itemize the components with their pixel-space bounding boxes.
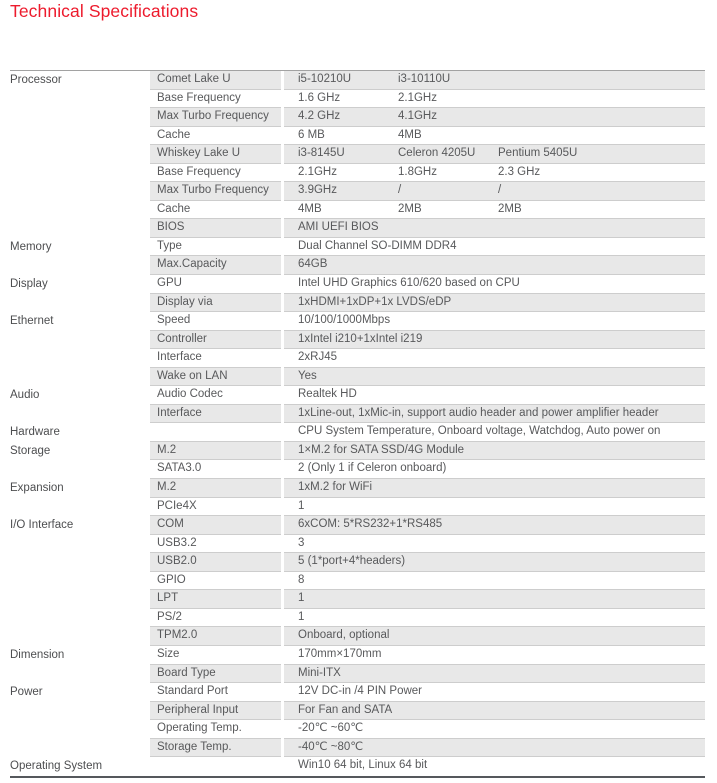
value-cell [284,331,705,350]
value-cell [284,423,705,442]
key-cell: M.2 [150,479,281,498]
value-cell [284,368,705,387]
table-row [10,516,705,535]
value-cell [284,256,705,275]
table-row [10,498,705,517]
value-text: Onboard, optional [298,629,390,642]
table-row [10,535,705,554]
table-row [10,331,705,350]
value-text: / [498,184,502,197]
value-cell [284,90,705,109]
value-cell [284,702,705,721]
value-text: 4.2 GHz [298,110,341,123]
table-row [10,368,705,387]
value-text: / [398,184,402,197]
key-cell: Max Turbo Frequency [150,108,281,127]
value-text: 2MB [498,202,522,215]
value-text: 5 (1*port+4*headers) [298,555,406,568]
table-row [10,294,705,313]
category-cell [10,182,150,201]
key-cell: Base Frequency [150,164,281,183]
key-cell: Cache [150,201,281,220]
key-cell: GPIO [150,572,281,591]
value-text: Mini-ITX [298,666,341,679]
value-cell [284,349,705,368]
value-text: Pentium 5405U [498,147,578,160]
category-cell [10,405,150,424]
category-cell: Expansion [10,479,150,498]
value-text: -20℃ ~60℃ [298,722,364,735]
spec-table [10,70,705,778]
table-row [10,442,705,461]
value-text: 6xCOM: 5*RS232+1*RS485 [298,518,443,531]
value-cell [284,627,705,646]
value-text: i5-10210U [298,73,352,85]
table-row [10,590,705,609]
table-row [10,479,705,498]
value-text: CPU System Temperature, Onboard voltage, Watchdog, Auto power on [298,425,661,438]
value-text: 2MB [398,202,422,215]
key-cell: Controller [150,331,281,350]
table-row [10,646,705,665]
value-text: Realtek HD [298,388,357,401]
value-cell [284,498,705,517]
value-text: i3-10110U [398,73,451,85]
key-cell: Standard Port [150,683,281,702]
value-cell [284,312,705,331]
key-cell: Type [150,238,281,257]
table-row [10,275,705,294]
category-cell [10,720,150,739]
table-row [10,349,705,368]
value-cell [284,720,705,739]
value-cell [284,127,705,146]
value-cell [284,739,705,758]
key-cell [150,423,281,442]
value-text: 1xIntel i210+1xIntel i219 [298,332,423,345]
table-row [10,108,705,127]
key-cell: Interface [150,405,281,424]
key-cell: M.2 [150,442,281,461]
value-cell [284,405,705,424]
value-text: Intel UHD Graphics 610/620 based on CPU [298,277,520,290]
value-text: Win10 64 bit, Linux 64 bit [298,759,428,772]
category-cell: I/O Interface [10,516,150,535]
value-text: -40℃ ~80℃ [298,740,364,753]
table-row [10,71,705,90]
category-cell [10,739,150,758]
key-cell: COM [150,516,281,535]
category-cell [10,572,150,591]
value-text: Dual Channel SO-DIMM DDR4 [298,239,457,252]
value-cell [284,294,705,313]
table-row [10,164,705,183]
key-cell: PCIe4X [150,498,281,517]
key-cell: BIOS [150,219,281,238]
category-cell [10,590,150,609]
table-row [10,201,705,220]
value-text: 4.1GHz [398,110,437,123]
table-row [10,702,705,721]
value-text: 4MB [398,128,422,141]
value-cell [284,553,705,572]
table-row [10,238,705,257]
category-cell: Power [10,683,150,702]
table-row [10,386,705,405]
value-text: i3-8145U [298,147,345,160]
value-text: 1×M.2 for SATA SSD/4G Module [298,443,465,456]
key-cell: Comet Lake U [150,71,281,90]
category-cell: Processor [10,71,150,90]
category-cell [10,294,150,313]
key-cell: USB3.2 [150,535,281,554]
table-row [10,127,705,146]
value-cell [284,460,705,479]
category-cell [10,368,150,387]
category-cell [10,90,150,109]
table-row [10,145,705,164]
value-text: 1.8GHz [398,165,437,178]
table-row [10,609,705,628]
value-text: 64GB [298,258,328,271]
value-text: 2xRJ45 [298,351,337,364]
value-cell [284,238,705,257]
value-cell [284,219,705,238]
value-text: 12V DC-in /4 PIN Power [298,685,422,698]
value-cell [284,182,705,201]
table-row [10,720,705,739]
key-cell: GPU [150,275,281,294]
value-text: 2.1GHz [398,91,437,104]
value-text: 170mm×170mm [298,647,382,660]
key-cell [150,757,281,776]
table-row [10,312,705,331]
value-cell [284,757,705,776]
value-text: AMI UEFI BIOS [298,221,379,234]
category-cell [10,702,150,721]
category-cell [10,108,150,127]
value-cell [284,683,705,702]
value-cell [284,164,705,183]
value-cell [284,479,705,498]
category-cell [10,219,150,238]
value-cell [284,201,705,220]
key-cell: Max.Capacity [150,256,281,275]
value-cell [284,590,705,609]
key-cell: Wake on LAN [150,368,281,387]
value-cell [284,646,705,665]
value-cell [284,535,705,554]
value-text: 2.1GHz [298,165,337,178]
category-cell [10,127,150,146]
category-cell [10,609,150,628]
category-cell: Audio [10,386,150,405]
table-row [10,90,705,109]
key-cell: Board Type [150,665,281,684]
key-cell: Size [150,646,281,665]
value-text: 3 [298,536,305,549]
category-cell [10,627,150,646]
key-cell: Whiskey Lake U [150,145,281,164]
table-row [10,219,705,238]
value-text: 6 MB [298,128,325,141]
value-text: 1 [298,499,305,512]
value-cell [284,145,705,164]
key-cell: Interface [150,349,281,368]
category-cell [10,498,150,517]
table-row [10,739,705,758]
table-row [10,460,705,479]
key-cell: Audio Codec [150,386,281,405]
table-row [10,182,705,201]
value-text: 1 [298,610,305,623]
value-text: 3.9GHz [298,184,337,197]
key-cell: PS/2 [150,609,281,628]
category-cell [10,256,150,275]
key-cell: SATA3.0 [150,460,281,479]
category-cell [10,553,150,572]
value-cell [284,275,705,294]
value-text: 8 [298,573,305,586]
table-row [10,572,705,591]
category-cell: Hardware [10,423,150,442]
table-row [10,683,705,702]
page-title: Technical Specifications [10,1,199,21]
value-text: 10/100/1000Mbps [298,314,391,327]
value-text: 4MB [298,202,322,215]
value-text: 1xLine-out, 1xMic-in, support audio header and power amplifier header [298,406,659,419]
value-text: 2.3 GHz [498,165,541,178]
value-text: For Fan and SATA [298,703,393,716]
category-cell: Memory [10,238,150,257]
key-cell: Speed [150,312,281,331]
category-cell: Dimension [10,646,150,665]
value-text: 1.6 GHz [298,91,341,104]
category-cell [10,460,150,479]
category-cell [10,145,150,164]
key-cell: Display via [150,294,281,313]
table-row [10,256,705,275]
category-cell [10,201,150,220]
key-cell: USB2.0 [150,553,281,572]
category-cell [10,349,150,368]
value-cell [284,108,705,127]
category-cell: Display [10,275,150,294]
table-row [10,553,705,572]
key-cell: Cache [150,127,281,146]
key-cell: Base Frequency [150,90,281,109]
key-cell: Max Turbo Frequency [150,182,281,201]
category-cell [10,331,150,350]
value-cell [284,442,705,461]
value-text: 2 (Only 1 if Celeron onboard) [298,462,447,475]
value-cell [284,516,705,535]
key-cell: Peripheral Input [150,702,281,721]
value-text: 1xM.2 for WiFi [298,481,373,494]
key-cell: LPT [150,590,281,609]
key-cell: TPM2.0 [150,627,281,646]
key-cell: Operating Temp. [150,720,281,739]
value-text: 1xHDMI+1xDP+1x LVDS/eDP [298,295,452,308]
value-text: Yes [298,369,317,382]
category-cell: Ethernet [10,312,150,331]
value-cell [284,386,705,405]
table-row [10,665,705,684]
value-text: 1 [298,592,305,605]
category-cell: Storage [10,442,150,461]
value-cell [284,609,705,628]
value-cell [284,71,705,90]
value-text: Celeron 4205U [398,147,476,160]
key-cell: Storage Temp. [150,739,281,758]
table-row [10,757,705,776]
table-row [10,423,705,442]
value-cell [284,665,705,684]
table-row [10,627,705,646]
value-cell [284,572,705,591]
category-cell [10,665,150,684]
table-row [10,405,705,424]
category-cell [10,535,150,554]
category-cell: Operating System [10,757,150,776]
category-cell [10,164,150,183]
